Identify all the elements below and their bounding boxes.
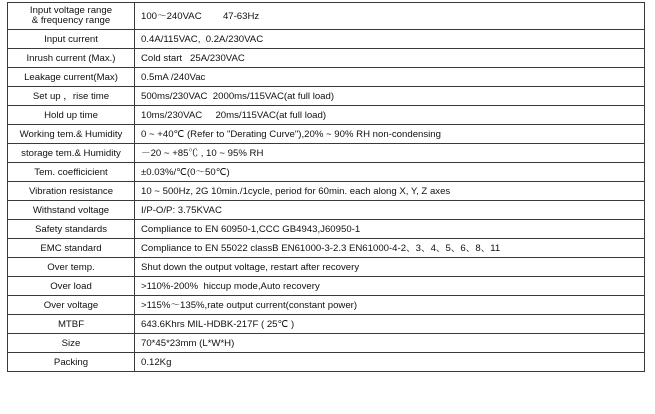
row-value: Compliance to EN 60950-1,CCC GB4943,J60950-1 <box>135 220 645 239</box>
table-row <box>8 277 645 296</box>
row-label: Safety standards <box>8 220 135 239</box>
row-value: 70*45*23mm (L*W*H) <box>135 334 645 353</box>
table-row <box>8 220 645 239</box>
row-label: EMC standard <box>8 239 135 258</box>
table-row <box>8 334 645 353</box>
row-value: Shut down the output voltage, restart after recovery <box>135 258 645 277</box>
table-row <box>8 182 645 201</box>
table-row <box>8 163 645 182</box>
row-value: I/P-O/P: 3.75KVAC <box>135 201 645 220</box>
row-label: MTBF <box>8 315 135 334</box>
row-value: 100～240VAC 47-63Hz <box>135 3 645 30</box>
row-label: Working tem.& Humidity <box>8 125 135 144</box>
row-value: 0.4A/115VAC, 0.2A/230VAC <box>135 30 645 49</box>
row-label: Hold up time <box>8 106 135 125</box>
row-label: Packing <box>8 353 135 372</box>
row-label: Size <box>8 334 135 353</box>
table-row <box>8 68 645 87</box>
row-value: 10 ~ 500Hz, 2G 10min./1cycle, period for 60min. each along X, Y, Z axes <box>135 182 645 201</box>
row-value: Cold start 25A/230VAC <box>135 49 645 68</box>
table-row <box>8 258 645 277</box>
table-row <box>8 296 645 315</box>
row-label: Over temp. <box>8 258 135 277</box>
table-row <box>8 315 645 334</box>
table-row <box>8 353 645 372</box>
table-row <box>8 49 645 68</box>
table-row <box>8 144 645 163</box>
row-value: －20 ~ +85℃ , 10 ~ 95% RH <box>135 144 645 163</box>
row-value: >115%～135%,rate output current(constant power) <box>135 296 645 315</box>
row-label: Over voltage <box>8 296 135 315</box>
spec-table <box>7 2 645 372</box>
row-value: 643.6Khrs MIL-HDBK-217F ( 25℃ ) <box>135 315 645 334</box>
row-label: Vibration resistance <box>8 182 135 201</box>
row-value: 10ms/230VAC 20ms/115VAC(at full load) <box>135 106 645 125</box>
table-row <box>8 87 645 106</box>
row-label-line: Input voltage range & frequency range <box>29 5 113 26</box>
row-label: Over load <box>8 277 135 296</box>
row-label <box>8 3 135 30</box>
row-value: 0.5mA /240Vac <box>135 68 645 87</box>
row-value: >110%-200% hiccup mode,Auto recovery <box>135 277 645 296</box>
row-label: Tem. coefficicient <box>8 163 135 182</box>
row-label: Withstand voltage <box>8 201 135 220</box>
row-label: storage tem.& Humidity <box>8 144 135 163</box>
row-label: Leakage current(Max) <box>8 68 135 87</box>
row-label: Input current <box>8 30 135 49</box>
table-row <box>8 106 645 125</box>
row-value: ±0.03%/℃(0～50℃) <box>135 163 645 182</box>
row-value: 0 ~ +40℃ (Refer to "Derating Curve"),20% ~ 90% RH non-condensing <box>135 125 645 144</box>
row-value: Compliance to EN 55022 classB EN61000-3-2.3 EN61000-4-2、3、4、5、6、8、11 <box>135 239 645 258</box>
table-row <box>8 3 645 30</box>
table-row <box>8 30 645 49</box>
table-row <box>8 125 645 144</box>
table-row <box>8 201 645 220</box>
row-value: 0.12Kg <box>135 353 645 372</box>
row-value: 500ms/230VAC 2000ms/115VAC(at full load) <box>135 87 645 106</box>
row-label: Set up ，rise time <box>8 87 135 106</box>
table-row <box>8 239 645 258</box>
row-label: Inrush current (Max.) <box>8 49 135 68</box>
